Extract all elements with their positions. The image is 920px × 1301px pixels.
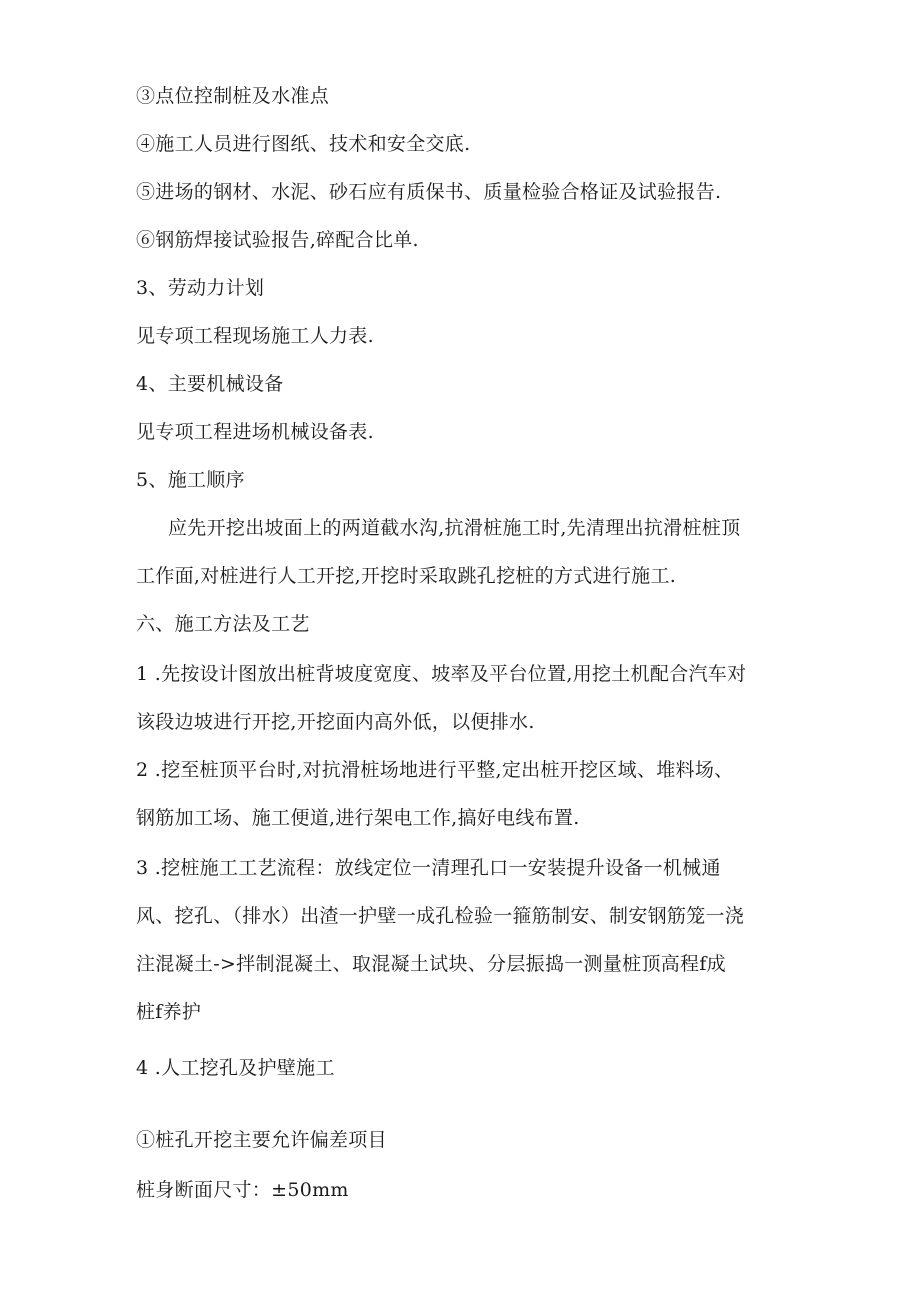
- text-line: ①桩孔开挖主要允许偏差项目: [136, 1129, 387, 1151]
- text-line: 见专项工程进场机械设备表.: [136, 421, 374, 443]
- text-line: 见专项工程现场施工人力表.: [136, 325, 374, 347]
- list-item-line: 3 .挖桩施工工艺流程：放线定位一清理孔口一安装提升设备一机械通: [136, 857, 721, 879]
- text-line: ④施工人员进行图纸、技术和安全交底.: [136, 133, 471, 155]
- list-item-line: 注混凝土->拌制混凝土、取混凝土试块、分层振捣一测量桩顶高程f成: [136, 953, 726, 975]
- list-item-line: 该段边坡进行开挖,开挖面内高外低，以便排水.: [136, 711, 535, 733]
- list-item-line: 4 .人工挖孔及护壁施工: [136, 1057, 335, 1079]
- section-heading: 5、施工顺序: [136, 469, 245, 491]
- list-item-line: 2 .挖至桩顶平台时,对抗滑桩场地进行平整,定出桩开挖区域、堆料场、: [136, 759, 734, 781]
- list-item-line: 风、挖孔、（排水）出渣一护壁一成孔检验一箍筋制安、制安钢筋笼一浇: [136, 905, 745, 927]
- text-line: ⑤进场的钢材、水泥、砂石应有质保书、质量检验合格证及试验报告.: [136, 181, 722, 203]
- section-heading: 3、劳动力计划: [136, 277, 265, 299]
- list-item-line: 钢筋加工场、施工便道,进行架电工作,搞好电线布置.: [136, 807, 580, 829]
- list-item-line: 1 .先按设计图放出桩背坡度宽度、坡率及平台位置,用挖土机配合汽车对: [136, 663, 747, 685]
- text-line: ③点位控制桩及水准点: [136, 85, 330, 107]
- list-item-line: 桩f养护: [136, 1001, 202, 1023]
- text-line: ⑥钢筋焊接试验报告,碎配合比单.: [136, 229, 419, 251]
- text-line: 桩身断面尺寸：±50mm: [136, 1179, 349, 1201]
- paragraph-line: 应先开挖出坡面上的两道截水沟,抗滑桩施工时,先清理出抗滑桩桩顶: [168, 517, 741, 539]
- chapter-heading: 六、施工方法及工艺: [136, 613, 310, 635]
- section-heading: 4、主要机械设备: [136, 373, 284, 395]
- paragraph-line: 工作面,对桩进行人工开挖,开挖时采取跳孔挖桩的方式进行施工.: [136, 565, 677, 587]
